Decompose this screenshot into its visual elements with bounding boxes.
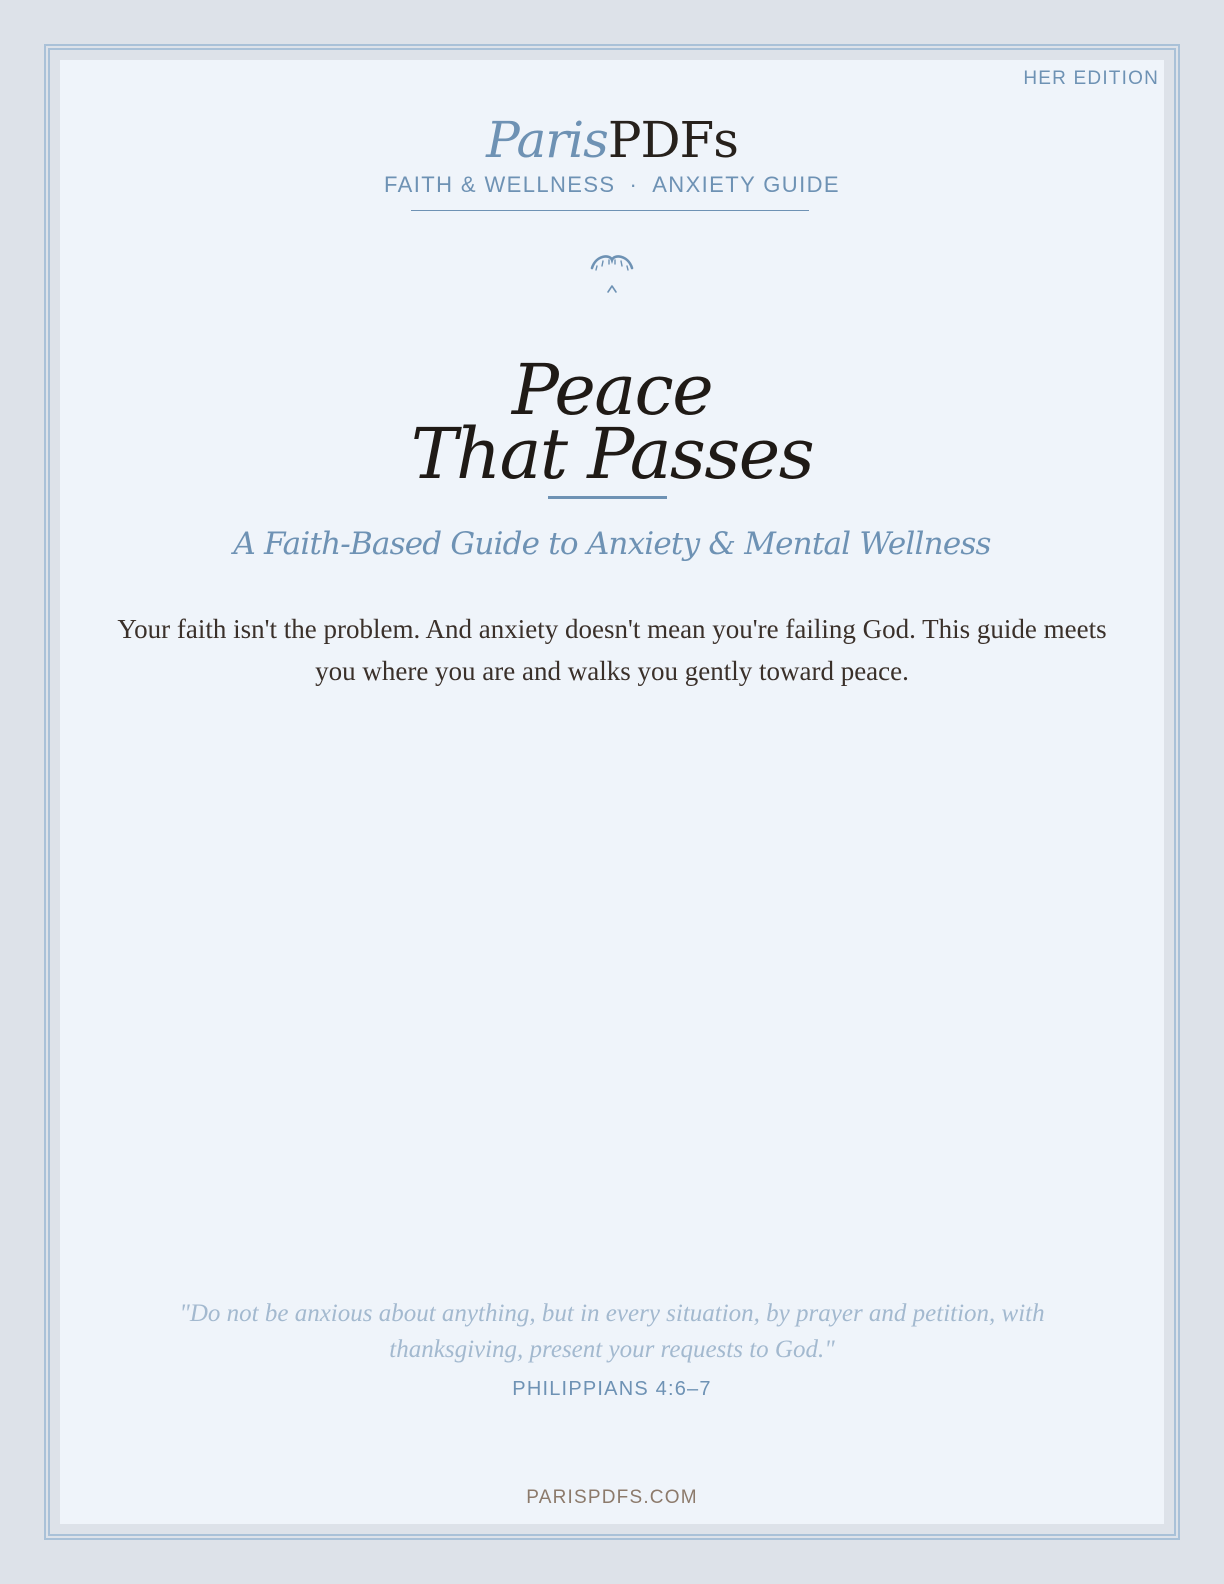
- footer-website: PARISPDFS.COM: [526, 1487, 698, 1508]
- cover-title: [60, 349, 1164, 495]
- dove-icon: [582, 242, 642, 302]
- title-line-2: That Passes: [410, 413, 814, 495]
- category-separator: ·: [629, 172, 639, 197]
- scripture-reference: PHILIPPIANS 4:6–7: [512, 1378, 712, 1400]
- edition-label: HER EDITION: [1023, 68, 1159, 89]
- brand-logo-accent: Paris: [486, 111, 608, 169]
- brand-divider: [411, 210, 809, 211]
- title-line-1: Peace: [511, 349, 713, 431]
- category-faith-wellness: FAITH & WELLNESS: [384, 172, 616, 197]
- brand-logo-rest: PDFs: [607, 111, 738, 169]
- cover-page: [60, 60, 1164, 1524]
- brand-category-line: [60, 172, 1164, 198]
- intro-paragraph: Your faith isn't the problem. And anxiety doesn't mean you're failing God. This guide meets you where you are and walks you gently toward peace.: [117, 614, 1107, 686]
- scripture-quote: "Do not be anxious about anything, but in every situation, by prayer and petition, with thanksgiving, present your requests to God.": [179, 1300, 1045, 1363]
- cover-subtitle: A Faith-Based Guide to Anxiety & Mental Wellness: [233, 526, 991, 562]
- category-anxiety-guide: ANXIETY GUIDE: [652, 172, 840, 197]
- title-underline: [548, 496, 667, 499]
- brand-logo: [60, 110, 1164, 170]
